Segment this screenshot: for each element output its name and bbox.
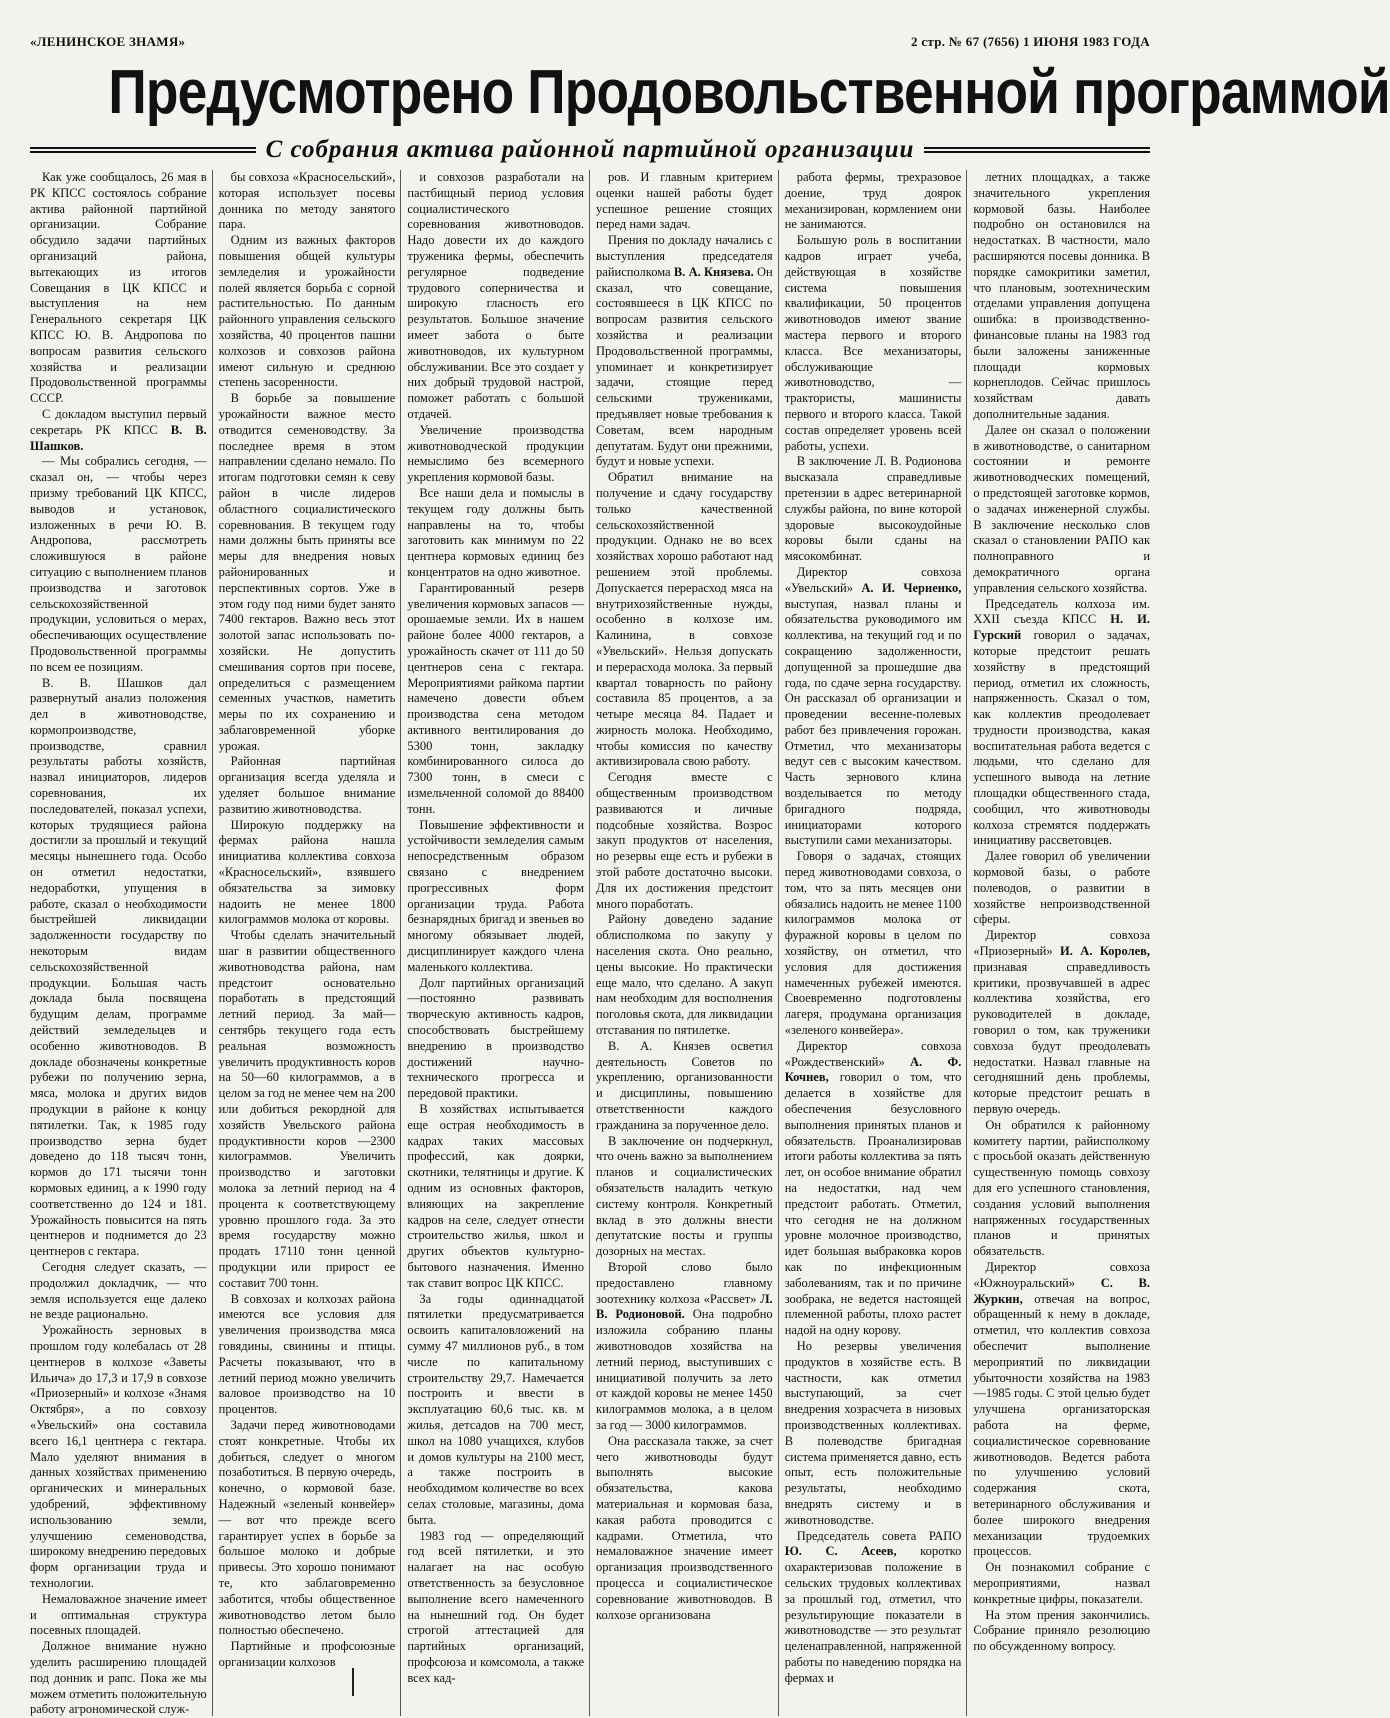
article-paragraph: Партийные и профсоюзные организации колхозов [218, 1639, 396, 1669]
article-paragraph: Большую роль в воспитании кадров играет учеба, действующая в хозяйстве система повышения квалификации, 50 процентов животноводов имеют звание мастера первого и второго класса. Все механизаторы, обслуживающие животноводство, — трактористы, машинисты первого и второго класса. Такой состав определяет уровень всей работы, успехи. [784, 233, 962, 453]
article-paragraph: В хозяйствах испытывается еще острая необходимость в кадрах таких массовых профессий, как доярки, скотники, телятницы и другие. К одним из основных факторов, влияющих на закрепление кадров на селе, следует отнести строительство жилья, школ и других объектов культурно-бытового назначения. Именно так ставит вопрос ЦК КПСС. [407, 1102, 585, 1290]
article-paragraph: Широкую поддержку на фермах района нашла инициатива коллектива совхоза «Красносельский», взявшего обязательства за зимовку надоить не менее 1800 килограммов молока от коровы. [218, 817, 396, 927]
subheadline-rule-right [924, 147, 1150, 153]
article-paragraph: Но резервы увеличения продуктов в хозяйстве есть. В частности, как отметил выступающий, за счет внедрения хозрасчета в низовых производственных коллективах. В полеводстве бригадная система применяется давно, есть опыт, есть положительные результаты, необходимо внедрять систему и в животноводстве. [784, 1338, 962, 1527]
article-paragraph: Чтобы сделать значительный шаг в развитии общественного животноводства района, нам предстоит основательно поработать в предстоящий летний период. За май—сентябрь текущего года есть реальная возможность увеличить продуктивность коров на 50—60 килограммов, а в целом за год не менее чем на 200 или добиться рекордной для хозяйств Увельского района продуктивности коров —2300 килограммов. Увеличить производство и заготовки молока за летний период на 4 процента к соответствующему уровню прошлого года. За это время государству можно продать 17110 тонн ценной продукции или прирост ее составит 700 тонн. [218, 928, 396, 1290]
article-paragraph: и совхозов разработали на пастбищный период условия социалистического соревнования животноводов. Надо довести их до каждого труженика фермы, обеспечить регулярное подведение трудового соперничества и широкую гласность его результатов. Большое значение имеет забота о быте животноводов, их культурном обслуживании. Все это создает у них добрый трудовой настрой, поможет работать с большой отдачей. [407, 170, 585, 421]
article-paragraph: Председатель совета РАПО Ю. С. Асеев, коротко охарактеризовав положение в сельских трудовых коллективах за прошлый год, отметил, что результирующие показатели в животноводстве — это результат целенаправленной, напряженной работы по наведению порядка на фермах и [784, 1528, 962, 1685]
article-paragraph: Сегодня следует сказать, — продолжил докладчик, — что земля используется еще далеко не везде рационально. [30, 1259, 207, 1322]
article-paragraph: Обратил внимание на получение и сдачу государству только качественной сельскохозяйственной продукции. Однако не во всех хозяйствах хорошо работают над решением этой проблемы. Допускается перерасход мяса на внутрихозяйственные нужды, особенно в колхозе им. Калинина, в совхозе «Увельский». Нельзя допускать и перерасхода молока. За первый квартал товарность по району составила 85 процентов, а за четыре месяца 84. Падает и жирность молока. Необходимо, чтобы комиссия по качеству активизировала свою работу. [596, 470, 773, 769]
subheadline-row [30, 136, 1150, 164]
speaker-name: А. Ф. Кочнев, [784, 1054, 962, 1085]
article-paragraph: Директор совхоза «Приозерный» И. А. Королев, признавая справедливость критики, прозвучавшей в адрес коллектива хозяйства, его руководителей в докладе, говорил о том, как труженики совхоза будут преодолевать недостатки. Назвал главные на сегодняшний день проблемы, которые предстоит решать в первую очередь. [973, 928, 1151, 1117]
article-paragraph: Говоря о задачах, стоящих перед животноводами совхоза, о том, что за пять месяцев они обязались надоить не менее 1100 килограммов молока от фуражной коровы в целом по хозяйству, он отметил, что условия для достижения намеченных рубежей имеются. Своевременно подготовлены лагеря, продумана организация «зеленого конвейера». [784, 849, 962, 1038]
article-paragraph: Гарантированный резерв увеличения кормовых запасов — орошаемые земли. Их в нашем районе более 4000 гектаров, а урожайность скачет от 111 до 50 центнеров сена с гектара. Мероприятиями райкома партии намечено довести объем производства сена методом активного вентилирования до 5300 тонн, закладку комбинированного силоса до 7300 тонн, в смеси с измельченной соломой до 88400 тонн. [407, 580, 585, 816]
article-column [407, 170, 590, 1716]
article-paragraph: Директор совхоза «Рождественский» А. Ф. Кочнев, говорил о том, что делается в хозяйстве для обеспечения безусловного выполнения принятых планов и обязательств. Проанализировав итоги работы коллектива за пять лет, он особое внимание обратил на недостатки, над чем предстоит работать. Отметил, что сегодня не на должном уровне молочное производство, идет большая выбраковка коров как по инфекционным заболеваниям, так и по причине зообрака, не ведется настоящей племенной работы, плохо растет надой на одну корову. [784, 1038, 962, 1338]
speaker-name: И. А. Королев, [1060, 944, 1151, 959]
article-paragraph: — Мы собрались сегодня, — сказал он, — чтобы через призму требований ЦК КПСС, выводов и установок, изложенных в речи Ю. В. Андропова, рассмотреть сложившуюся в районе ситуацию с выполнением планов производства и заготовок сельскохозяйственной продукции, условиться о мерах, обеспечивающих осуществление Продовольственной программы по всем ее позициям. [30, 454, 207, 674]
article-paragraph: Должное внимание нужно уделить расширению площадей под донник и рапс. Пока же мы можем отметить положительную работу агрономической служ- [30, 1639, 207, 1717]
article-paragraph: В борьбе за повышение урожайности важное место отводится семеноводству. За последнее время в этом направлении сделано немало. По итогам подготовки семян к севу район в числе лидеров областного социалистического соревнования. В текущем году нами должны быть приняты все меры для внедрения новых районированных и перспективных сортов. Уже в этом году под ними будет занято 7400 гектаров. Важно весь этот золотой запас использовать по-хозяйски. Не допустить смешивания сортов при посеве, определиться с размещением семенных участков, наметить меры по их сохранению и заблаговременной уборке урожая. [218, 391, 396, 753]
article-paragraph: Прения по докладу начались с выступления председателя райисполкома В. А. Князева. Он сказал, что совещание, состоявшееся в ЦК КПСС по вопросам развития сельского хозяйства и реализации Продовольственной программы, упоминает и конкретизирует задачи, стоящие перед сельскими тружениками, предъявляет новые требования к Советам, всем народным депутатам. Будут они прежними, будут и новые успехи. [596, 233, 773, 469]
article-paragraph: За годы одиннадцатой пятилетки предусматривается освоить капиталовложений на сумму 47 миллионов руб., в том числе по капитальному строительству 29,7. Намечается построить и ввести в эксплуатацию 60,6 тыс. кв. м жилья, детсадов на 700 мест, школ на 1080 учащихся, клубов и домов культуры на 2100 мест, а также построить в необходимом количестве во всех селах столовые, магазины, дома быта. [407, 1291, 585, 1527]
article-columns [30, 170, 1150, 1716]
masthead [30, 28, 1150, 50]
article-paragraph: бы совхоза «Красносельский», которая использует посевы донника по методу занятого пара. [218, 170, 396, 232]
article-paragraph: Повышение эффективности и устойчивости земледелия самым непосредственным образом связано с внедрением прогрессивных форм организации труда. Работа безнарядных бригад и звеньев во многому обязывает людей, дисциплинирует каждого члена маленького коллектива. [407, 817, 585, 974]
article-paragraph: Районная партийная организация всегда уделяла и уделяет большое внимание развитию животноводства. [218, 754, 396, 816]
article-paragraph: Он познакомил собрание с мероприятиями, назвал конкретные цифры, показатели. [973, 1560, 1151, 1606]
issue-info: 2 стр. № 67 (7656) 1 ИЮНЯ 1983 ГОДА [910, 34, 1150, 49]
speaker-name: Ю. С. Асеев, [784, 1544, 897, 1559]
article-paragraph: Увеличение производства животноводческой продукции немыслимо без всемерного укрепления кормовой базы. [407, 422, 585, 485]
article-column [596, 170, 779, 1716]
article-paragraph: В. В. Шашков дал развернутый анализ положения дел в животноводстве, кормопроизводстве, производстве, сравнил результаты работы хозяйств, назвал инициаторов, лидеров соревнования, их последователей, показал успехи, которых трудящиеся района достигли за прошлый и текущий месяцы нынешнего года. Особо он отметил недостатки, недоработки, упущения в работе, сказал о необходимости быстрейшей ликвидации задолженности государству по некоторым видам сельскохозяйственной продукции. Большая часть доклада была посвящена будущим делам, программе действий земледельцев и особенно животноводов. В докладе обозначены конкретные рубежи по получению зерна, мяса, молока и других видов продукции в районе к концу пятилетки. Так, к 1985 году производство зерна будет доведено до 118 тысяч тонн, кормов до 171 тысячи тонн кормовых единиц, а к 1990 году соответственно до 124 и 181. Урожайность повысится на пять центнеров и поднимется до 23 центнеров с гектара. [30, 675, 207, 1259]
speaker-name: Н. И. Гурский [973, 612, 1151, 643]
article-paragraph: С докладом выступил первый секретарь РК КПСС В. В. Шашков. [30, 406, 207, 453]
headline: Предусмотрено Продовольственной программой [108, 58, 1390, 127]
article-column [30, 170, 213, 1716]
speaker-name: В. В. Шашков. [30, 422, 207, 453]
article-column [785, 170, 968, 1716]
article-paragraph: 1983 год — определяющий год всей пятилетки, и это налагает на нас особую ответственность за безусловное выполнение всего намеченного на нынешний год. Он будет строгой аттестацией для партийных организаций, профсоюза и комсомола, а также всех кад- [407, 1528, 585, 1685]
speaker-name: А. И. Черненко, [861, 580, 962, 595]
article-paragraph: На этом прения закончились. Собрание приняло резолюцию по обсужденному вопросу. [973, 1607, 1151, 1654]
article-paragraph: работа фермы, трехразовое доение, труд доярок механизирован, кормлением они не занимаются. [784, 170, 962, 232]
article-column [219, 170, 402, 1716]
speaker-name: Л. В. Родионовой. [596, 1291, 773, 1322]
article-paragraph: Все наши дела и помыслы в текущем году должны быть направлены на то, чтобы заготовить как минимум по 22 центнера кормовых единиц без концентратов на одно животное. [407, 485, 585, 579]
article-paragraph: Он обратился к районному комитету партии, райисполкому с просьбой оказать действенную существенную помощь совхозу для его успешного становления, создания условий выполнения напряженных государственных планов и принятых обязательств. [973, 1117, 1151, 1259]
paper-name: «ЛЕНИНСКОЕ ЗНАМЯ» [30, 34, 186, 49]
article-column [973, 170, 1150, 1716]
article-paragraph: В заключение Л. В. Родионова высказала справедливые претензии в адрес ветеринарной службы района, по вине которой здоровые высокоудойные коровы были сданы на мясокомбинат. [784, 454, 962, 564]
subheadline: С собрания актива районной партийной организации [265, 136, 915, 163]
subheadline-rule-left [30, 147, 256, 153]
article-paragraph: Сегодня вместе с общественным производством развиваются и личные подсобные хозяйства. Возрос закуп продуктов от населения, но резервы еще есть и рубежи в этой работе достаточно высоки. Для их достижения предстоит много поработать. [596, 770, 773, 911]
article-paragraph: Задачи перед животноводами стоят конкретные. Чтобы их добиться, следует о многом позаботиться. В первую очередь, конечно, о кормовой базе. Надежный «зеленый конвейер» — вот что прежде всего гарантирует успех в борьбе за большое молоко и добрые привесы. Это хорошо понимают те, кто заблаговременно заботится, чтобы общественное животноводство летом было полностью обеспечено. [218, 1417, 396, 1638]
article-paragraph: Району доведено задание облисполкома по закупу у населения скота. Оно реально, цены высокие. Но практически еще мало, что сделано. А закуп нам необходим для восполнения поголовья скота, для ликвидации отставания по пятилетке. [596, 912, 773, 1038]
article-paragraph: Одним из важных факторов повышения общей культуры земледелия и урожайности полей является борьба с сорной растительностью. По данным районного управления сельского хозяйства, 40 процентов пашни колхозов и совхозов района имеют сильную и среднюю степень засоренности. [218, 233, 396, 390]
article-paragraph: Урожайность зерновых в прошлом году колебалась от 28 центнеров в колхозе «Заветы Ильича» до 17,3 и 17,9 в совхозе «Приозерный» и колхозе «Знамя Октября», а по совхозу «Увельский» она составила всего 16,1 центнера с гектара. Мало уделяют внимания в данных хозяйствах применению органических и минеральных удобрений, эффективному использованию земли, улучшению семеноводства, широкому внедрению передовых форм организации труда и технологии. [30, 1323, 207, 1590]
article-paragraph: В совхозах и колхозах района имеются все условия для увеличения производства мяса говядины, свинины и птицы. Расчеты показывают, что в летний период можно увеличить валовое производство на 10 процентов. [218, 1291, 396, 1417]
article-paragraph: В заключение он подчеркнул, что очень важно за выполнением планов и социалистических обязательств наладить четкую систему контроля. Конкретный вклад в это должны внести депутатские посты и группы дозорных на местах. [596, 1133, 773, 1259]
article-paragraph: Как уже сообщалось, 26 мая в РК КПСС состоялось собрание актива районной партийной организации. Собрание обсудило задачи партийных организаций района, вытекающих из итогов Совещания в ЦК КПСС и выступления на нем Генерального секретаря ЦК КПСС Ю. В. Андропова по вопросам развития сельского хозяйства и реализации Продовольственной программы СССР. [30, 170, 207, 406]
article-paragraph: В. А. Князев осветил деятельность Советов по укреплению, организованности и дисциплины, повышению ответственности каждого гражданина за порученное дело. [596, 1038, 773, 1132]
article-paragraph: Далее говорил об увеличении кормовой базы, о работе полеводов, о развитии в хозяйстве непроизводственной сферы. [973, 849, 1151, 927]
article-paragraph: Далее он сказал о положении в животноводстве, о санитарном состоянии и ремонте животноводческих помещений, о предстоящей заготовке кормов, о задачах инженерной службы. В заключение несколько слов сказал о становлении РАПО как полноправного и демократичного органа управления сельского хозяйства. [973, 422, 1151, 595]
speaker-name: В. А. Князева. [673, 264, 754, 279]
article-paragraph: Немаловажное значение имеет и оптимальная структура посевных площадей. [30, 1591, 207, 1638]
article-paragraph: ров. И главным критерием оценки нашей работы будет успешное решение стоящих перед нами задач. [596, 170, 773, 232]
article-paragraph: Долг партийных организаций—постоянно развивать творческую активность кадров, способствовать быстрейшему внедрению в производство достижений научно-технического прогресса и передовой практики. [407, 975, 585, 1101]
article-paragraph: Директор совхоза «Южноуральский» С. В. Журкин, отвечая на вопрос, обращенный к нему в докладе, отметил, что коллектив совхоза обеспечит выполнение мероприятий по ликвидации убыточности хозяйства на 1983—1985 годы. С этой целью будет улучшена организаторская работа на ферме, социалистическое соревнование животноводов. Ведется работа по улучшению условий содержания скота, ветеринарного обслуживания и более широкого внедрения механизации трудоемких процессов. [973, 1259, 1151, 1559]
speaker-name: С. В. Журкин, [973, 1275, 1151, 1306]
article-paragraph: Директор совхоза «Увельский» А. И. Черненко, выступая, назвал планы и обязательства руководимого им коллектива, на текущий год и по сокращению задолженности, допущенной за прошедшие два года, по сдаче зерна государству. Он рассказал об организации и проведении весенне-полевых работ без привлечения горожан. Отметил, что механизаторы ведут сев с высоким качеством. Часть зернового клина возделывается по методу бригадного подряда, инициаторами которого выступили сами механизаторы. [784, 564, 962, 848]
page-edge-mark [352, 1668, 354, 1696]
article-paragraph: летних площадках, а также значительного укрепления кормовой базы. Наиболее подробно он остановился на недостатках. В частности, мало расширяются посевы донника. В порядке самокритики заметил, что плановым, зоотехническим отделами управления допущена ошибка: в производственно-финансовые планы на 1983 год были заложены заниженные площади кормовых корнеплодов. Сейчас пришлось хозяйствам давать дополнительные задания. [973, 170, 1151, 421]
article-paragraph: Председатель колхоза им. XXII съезда КПСС Н. И. Гурский говорил о задачах, которые предстоит решать хозяйству в предстоящий период, отметил их сложность, напряженность. Сказал о том, как коллектив преодолевает трудности производства, какая воспитательная работа ведется с людьми, что сделано для успешного вывода на летние площадки общественного стада, сообщил, что животноводы колхоза стремятся поддержать инициативу рассветовцев. [973, 596, 1151, 848]
article-paragraph: Второй слово было предоставлено главному зоотехнику колхоза «Рассвет» Л. В. Родионовой. Она подробно изложила собранию планы животноводов хозяйства на летний период, выступивших с инициативой получить за лето от каждой коровы не менее 1450 килограммов молока, а в целом за год — 3000 килограммов. [596, 1259, 773, 1432]
article-paragraph: Она рассказала также, за счет чего животноводы будут выполнять высокие обязательства, какова материальная и кормовая база, какая работа проводится с кадрами. Отметила, что немаловажное значение имеет организация производственного процесса и социалистическое соревнование животноводов. В колхозе организована [596, 1433, 773, 1622]
